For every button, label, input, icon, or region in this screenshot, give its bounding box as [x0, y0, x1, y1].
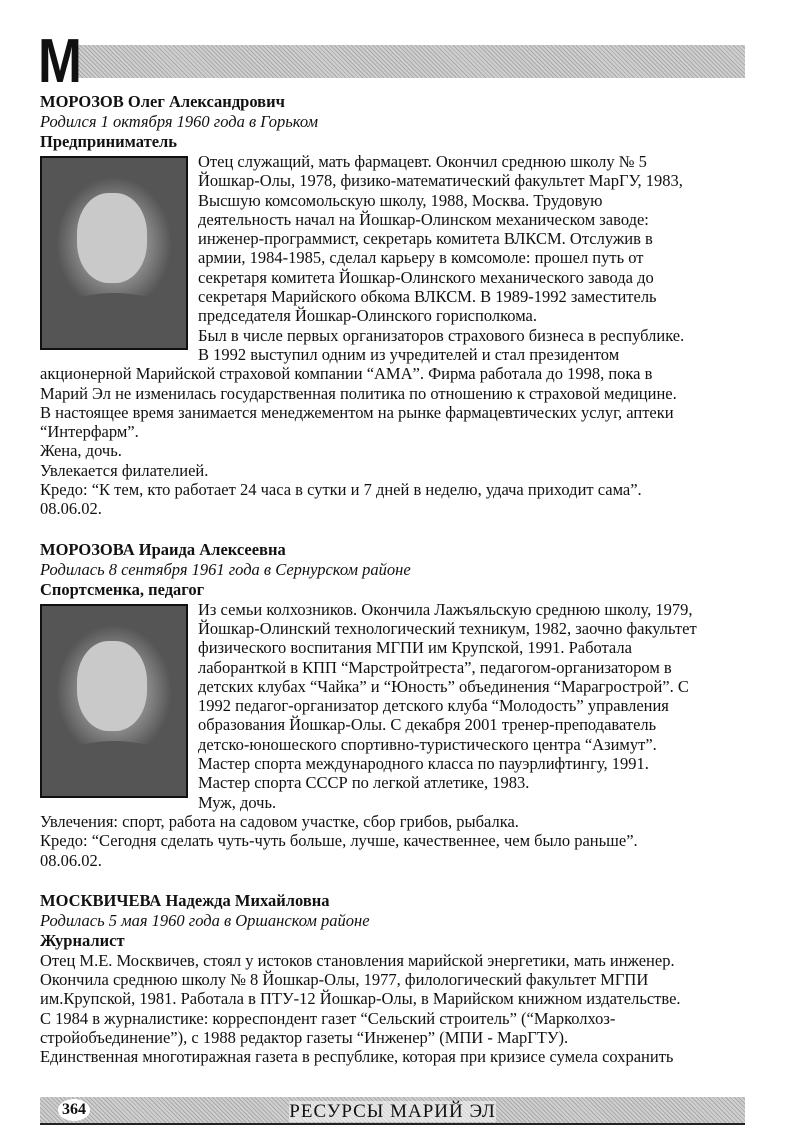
profession: Спортсменка, педагог	[40, 579, 205, 599]
bio-line: Йошкар-Олинский технологический техникум, 1982, заочно факультет	[198, 618, 697, 638]
bio-line: инженер-программист, секретарь комитета ВЛКСМ. Отслужив в	[198, 229, 653, 249]
bio-line: Высшую комсомольскую школу, 1988, Москва. Трудовую	[198, 190, 603, 210]
header-band	[78, 45, 745, 78]
bio-line: Отец М.Е. Москвичев, стоял у истоков становления марийской энергетики, мать инженер.	[40, 950, 675, 970]
page-footer	[40, 1097, 745, 1125]
portrait-face	[77, 641, 147, 731]
bio-line: Увлекается филателией.	[40, 460, 209, 480]
portrait-photo	[40, 604, 188, 798]
portrait-photo	[40, 156, 188, 350]
bio-line: Кредо: “Сегодня сделать чуть-чуть больше, лучше, качественнее, чем было раньше”.	[40, 831, 638, 851]
bio-line: “Интерфарм”.	[40, 422, 139, 442]
bio-line: детско-юношеского спортивно-туристического центра “Азимут”.	[198, 734, 657, 754]
portrait-body	[52, 741, 176, 796]
entry-morozova	[40, 540, 760, 870]
birth-info: Родился 1 октября 1960 года в Горьком	[40, 112, 319, 131]
bio-line: Отец служащий, мать фармацевт. Окончил среднюю школу № 5	[198, 152, 647, 171]
bio-line: В настоящее время занимается менеджементом на рынке фармацевтических услуг, аптеки	[40, 402, 674, 422]
bio-line: Мастер спорта СССР по легкой атлетике, 1983.	[198, 773, 530, 793]
person-name	[40, 92, 760, 112]
bio-line: армии, 1984-1985, сделал карьеру в комсомоле: прошел путь от	[198, 248, 644, 268]
given-name: Ираида Алексеевна	[138, 539, 286, 559]
bio-line: стройобъединение”), с 1988 редактор газеты “Инженер” (МПИ - МарГТУ).	[40, 1027, 569, 1047]
bio-line: председателя Йошкар-Олинского горисполкома.	[198, 306, 537, 326]
bio-line: им.Крупской, 1981. Работала в ПТУ-12 Йошкар-Олы, в Марийском книжном издательстве.	[40, 989, 681, 1009]
bio-line: секретаря комитета Йошкар-Олинского механического завода до	[198, 267, 654, 287]
surname: МОРОЗОВ	[40, 92, 124, 111]
bio-line: Мастер спорта международного класса по пауэрлифтингу, 1991.	[198, 754, 649, 774]
bio-line: Был в числе первых организаторов страхового бизнеса в республике.	[198, 325, 685, 345]
bio-line: 08.06.02.	[40, 850, 102, 870]
bio-with-photo	[40, 152, 760, 364]
bio-line: физического воспитания МГПИ им Крупской, 1991. Работала	[198, 638, 632, 658]
person-name	[40, 540, 760, 560]
portrait-face	[77, 193, 147, 283]
bio-line: Муж, дочь.	[198, 792, 277, 812]
bio-with-photo	[40, 600, 760, 812]
bio-line: Жена, дочь.	[40, 441, 122, 461]
birth-info: Родилась 8 сентября 1961 года в Сернурском районе	[40, 559, 411, 579]
birth-info: Родилась 5 мая 1960 года в Оршанском районе	[40, 910, 370, 930]
entry-moskvicheva	[40, 891, 760, 1067]
publication-title: РЕСУРСЫ МАРИЙ ЭЛ	[289, 1101, 496, 1122]
person-name	[40, 891, 760, 911]
bio-line: детских клубах “Чайка” и “Юность” объединения “Марагрострой”. С	[198, 676, 689, 696]
bio-line: деятельность начал на Йошкар-Олинском механическом заводе:	[198, 209, 649, 229]
page-number: 364	[58, 1099, 90, 1121]
bio-line: Окончила среднюю школу № 8 Йошкар-Олы, 1977, филологический факультет МГПИ	[40, 970, 649, 990]
bio-line: В 1992 выступил одним из учредителей и стал президентом	[198, 344, 620, 364]
bio-line: Кредо: “К тем, кто работает 24 часа в сутки и 7 дней в неделю, удача приходит сама”.	[40, 480, 642, 500]
bio-line: Из семьи колхозников. Окончила Лажъяльскую среднюю школу, 1979,	[198, 599, 693, 619]
profession: Предприниматель	[40, 132, 178, 151]
bio-line: Увлечения: спорт, работа на садовом участке, сбор грибов, рыбалка.	[40, 811, 519, 831]
bio-line: образования Йошкар-Олы. С декабря 2001 тренер-преподаватель	[198, 715, 657, 735]
surname: МОРОЗОВА	[40, 539, 135, 559]
profession: Журналист	[40, 930, 125, 950]
entries-list	[40, 92, 760, 1088]
entry-morozov	[40, 92, 760, 519]
bio-line: секретаря Марийского обкома ВЛКСМ. В 1989-1992 заместитель	[198, 287, 657, 307]
footer-rule	[40, 1123, 745, 1125]
bio-line: акционерной Марийской страховой компании “АМА”. Фирма работала до 1998, пока в	[40, 364, 653, 384]
bio-line: 1992 педагог-организатор детского клуба “Молодость” управления	[198, 696, 669, 716]
bio-line: Йошкар-Олы, 1978, физико-математический факультет МарГУ, 1983,	[198, 171, 683, 191]
given-name: Олег Александрович	[127, 92, 285, 111]
bio-line: Марий Эл не изменилась государственная политика по отношению к страховой медицине.	[40, 383, 677, 403]
surname: МОСКВИЧЕВА	[40, 890, 162, 910]
bio-line: лаборанткой в КПП “Марстройтреста”, педагогом-организатором в	[198, 657, 672, 677]
bio-line: С 1984 в журналистике: корреспондент газет “Сельский строитель” (“Марколхоз-	[40, 1008, 616, 1028]
given-name: Надежда Михайловна	[165, 890, 330, 910]
section-letter: М	[38, 27, 82, 96]
bio-line: Единственная многотиражная газета в республике, которая при кризисе сумела сохранить	[40, 1047, 674, 1067]
portrait-body	[52, 293, 176, 348]
bio-line: 08.06.02.	[40, 499, 102, 519]
